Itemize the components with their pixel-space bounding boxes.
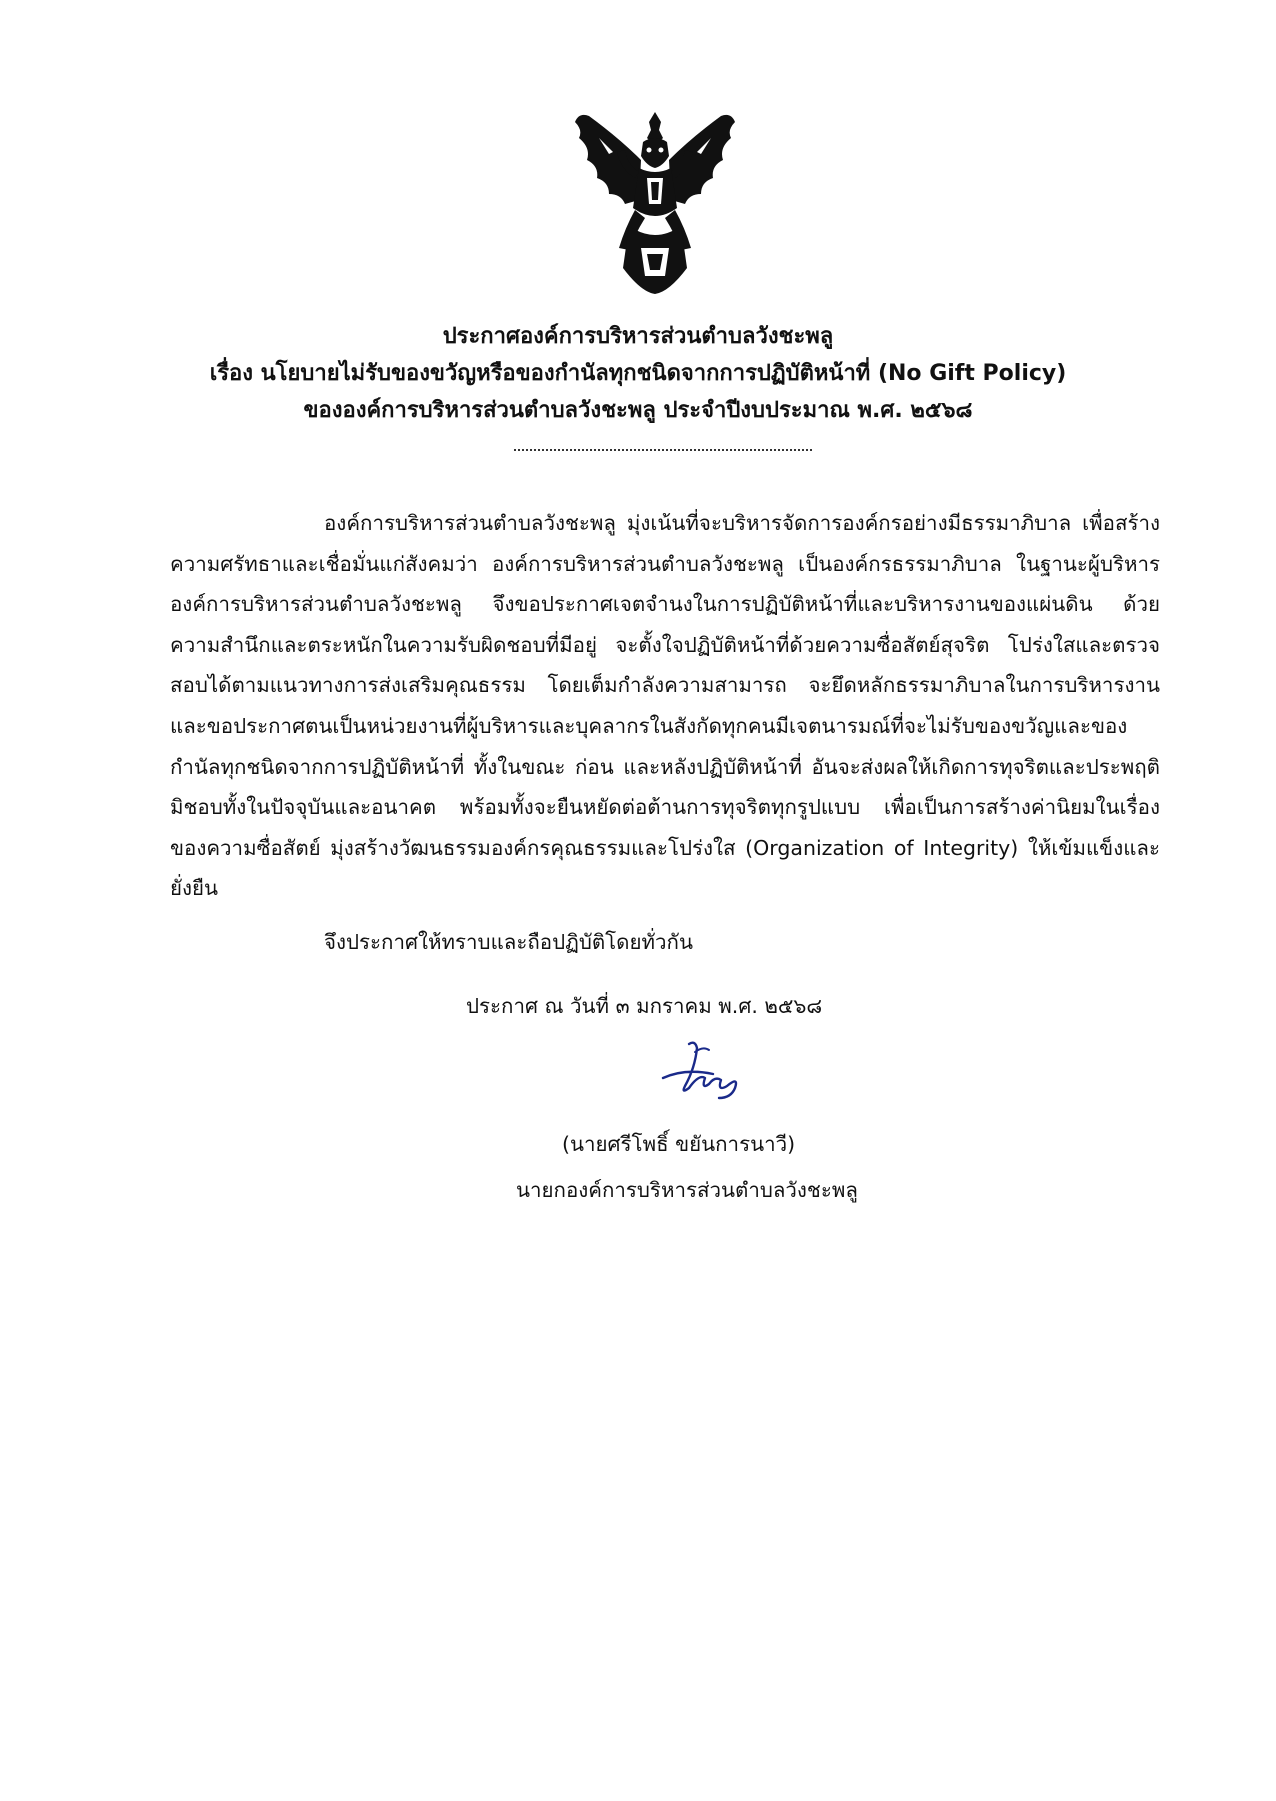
dotted-separator — [514, 449, 812, 451]
title-line-2: เรื่อง นโยบายไม่รับของขวัญหรือของกำนัลทุกชนิดจากการปฏิบัติหน้าที่ (No Gift Policy) — [209, 361, 1067, 386]
signer-position: นายกองค์การบริหารส่วนตำบลวังชะพลู — [516, 1178, 858, 1202]
announce-statement: จึงประกาศให้ทราบและถือปฏิบัติโดยทั่วกัน — [324, 930, 693, 954]
title-line-3: ขององค์การบริหารส่วนตำบลวังชะพลู ประจำปีงบประมาณ พ.ศ. ๒๕๖๘ — [303, 398, 973, 423]
announcement-title — [150, 318, 1126, 429]
title-line-1: ประกาศองค์การบริหารส่วนตำบลวังชะพลู — [442, 324, 834, 349]
garuda-emblem-icon — [569, 108, 741, 298]
handwritten-signature — [655, 1038, 751, 1108]
body-paragraph: องค์การบริหารส่วนตำบลวังชะพลู มุ่งเน้นที่จะบริหารจัดการองค์กรอย่างมีธรรมาภิบาล เพื่อสร้างความศรัทธาและเชื่อมั่นแก่สังคมว่า องค์การบริหารส่วนตำบลวังชะพลู เป็นองค์กรธรรมาภิบาล ในฐานะผู้บริหารองค์การบริหารส่วนตำบลวังชะพลู จึงขอประกาศเจตจำนงในการปฏิบัติหน้าที่และบริหารงานของแผ่นดิน ด้วยความสำนึกและตระหนักในความรับผิดชอบที่มีอยู่ จะตั้งใจปฏิบัติหน้าที่ด้วยความซื่อสัตย์สุจริต โปร่งใสและตรวจสอบได้ตามแนวทางการส่งเสริมคุณธรรม โดยเต็มกำลังความสามารถ จะยึดหลักธรรมาภิบาลในการบริหารงานและขอประกาศตนเป็นหน่วยงานที่ผู้บริหารและบุคลากรในสังกัดทุกคนมีเจตนารมณ์ที่จะไม่รับของขวัญและของกำนัลทุกชนิดจากการปฏิบัติหน้าที่ ทั้งในขณะ ก่อน และหลังปฏิบัติหน้าที่ อันจะส่งผลให้เกิดการทุจริตและประพฤติมิชอบทั้งในปัจจุบันและอนาคต พร้อมทั้งจะยืนหยัดต่อต้านการทุจริตทุกรูปแบบ เพื่อเป็นการสร้างค่านิยมในเรื่องของความซื่อสัตย์ มุ่งสร้างวัฒนธรรมองค์กรคุณธรรมและโปร่งใส (Organization of Integrity) ให้เข้มแข็งและยั่งยืน — [170, 511, 1160, 901]
announcement-date: ประกาศ ณ วันที่ ๓ มกราคม พ.ศ. ๒๕๖๘ — [466, 994, 823, 1018]
signer-name: (นายศรีโพธิ์ ขยันการนาวี) — [562, 1132, 796, 1156]
